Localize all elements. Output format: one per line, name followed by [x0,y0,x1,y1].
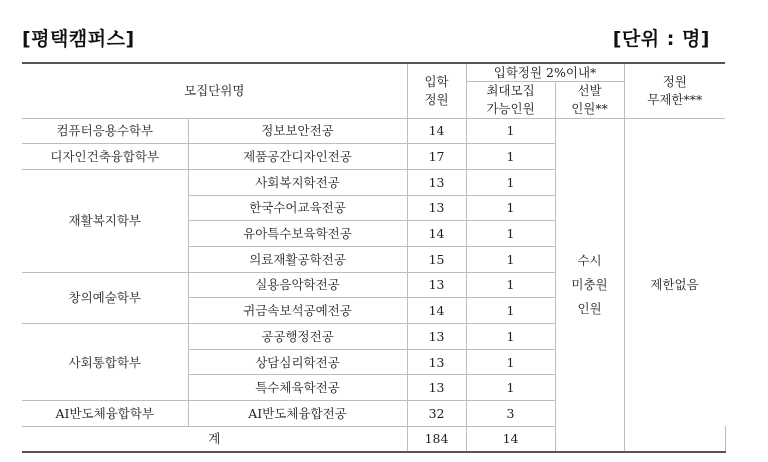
quota-cell: 15 [407,246,466,272]
division-cell: 디자인건축융합학부 [22,144,188,170]
major-cell: 귀금속보석공예전공 [188,298,407,324]
max-cell: 1 [466,324,555,350]
max-cell: 1 [466,195,555,221]
campus-title: [평택캠퍼스] [22,28,135,50]
major-cell: 사회복지학전공 [188,169,407,195]
header-unlimited: 정원 무제한*** [624,63,725,118]
quota-cell: 14 [407,118,466,144]
quota-cell: 14 [407,221,466,247]
division-cell: 재활복지학부 [22,169,188,272]
header-admission-quota: 입학 정원 [407,63,466,118]
max-cell: 1 [466,298,555,324]
header-unit-name: 모집단위명 [22,63,407,118]
max-cell: 1 [466,375,555,401]
quota-cell: 13 [407,272,466,298]
major-cell: AI반도체융합전공 [188,401,407,427]
major-cell: 정보보안전공 [188,118,407,144]
major-cell: 특수체육학전공 [188,375,407,401]
max-cell: 1 [466,169,555,195]
major-cell: 의료재활공학전공 [188,246,407,272]
quota-cell: 13 [407,169,466,195]
division-cell: AI반도체융합학부 [22,401,188,427]
quota-cell: 13 [407,195,466,221]
major-cell: 상담심리학전공 [188,349,407,375]
header-max-recruit: 최대모집 가능인원 [466,81,555,118]
major-cell: 유아특수보육학전공 [188,221,407,247]
division-cell: 창의예술학부 [22,272,188,323]
table-row [22,118,725,144]
unlimited-note-cell: 제한없음 [624,118,725,452]
header-selected: 선발 인원** [555,81,624,118]
admission-quota-table [22,62,725,453]
quota-cell: 13 [407,349,466,375]
total-quota: 184 [407,426,466,452]
major-cell: 제품공간디자인전공 [188,144,407,170]
max-cell: 1 [466,144,555,170]
max-cell: 3 [466,401,555,427]
quota-cell: 17 [407,144,466,170]
max-cell: 1 [466,272,555,298]
major-cell: 실용음악학전공 [188,272,407,298]
major-cell: 한국수어교육전공 [188,195,407,221]
max-cell: 1 [466,246,555,272]
quota-cell: 13 [407,375,466,401]
quota-cell: 13 [407,324,466,350]
max-cell: 1 [466,118,555,144]
quota-cell: 32 [407,401,466,427]
major-cell: 공공행정전공 [188,324,407,350]
total-max: 14 [466,426,555,452]
header-within-2-percent: 입학정원 2%이내* [466,63,624,81]
unit-label: [단위 : 명] [612,28,710,50]
division-cell: 사회통합학부 [22,324,188,401]
quota-cell: 14 [407,298,466,324]
max-cell: 1 [466,349,555,375]
selected-note-cell: 수시 미충원 인원 [555,118,624,452]
total-label: 계 [22,426,407,452]
max-cell: 1 [466,221,555,247]
division-cell: 컴퓨터응용수학부 [22,118,188,144]
